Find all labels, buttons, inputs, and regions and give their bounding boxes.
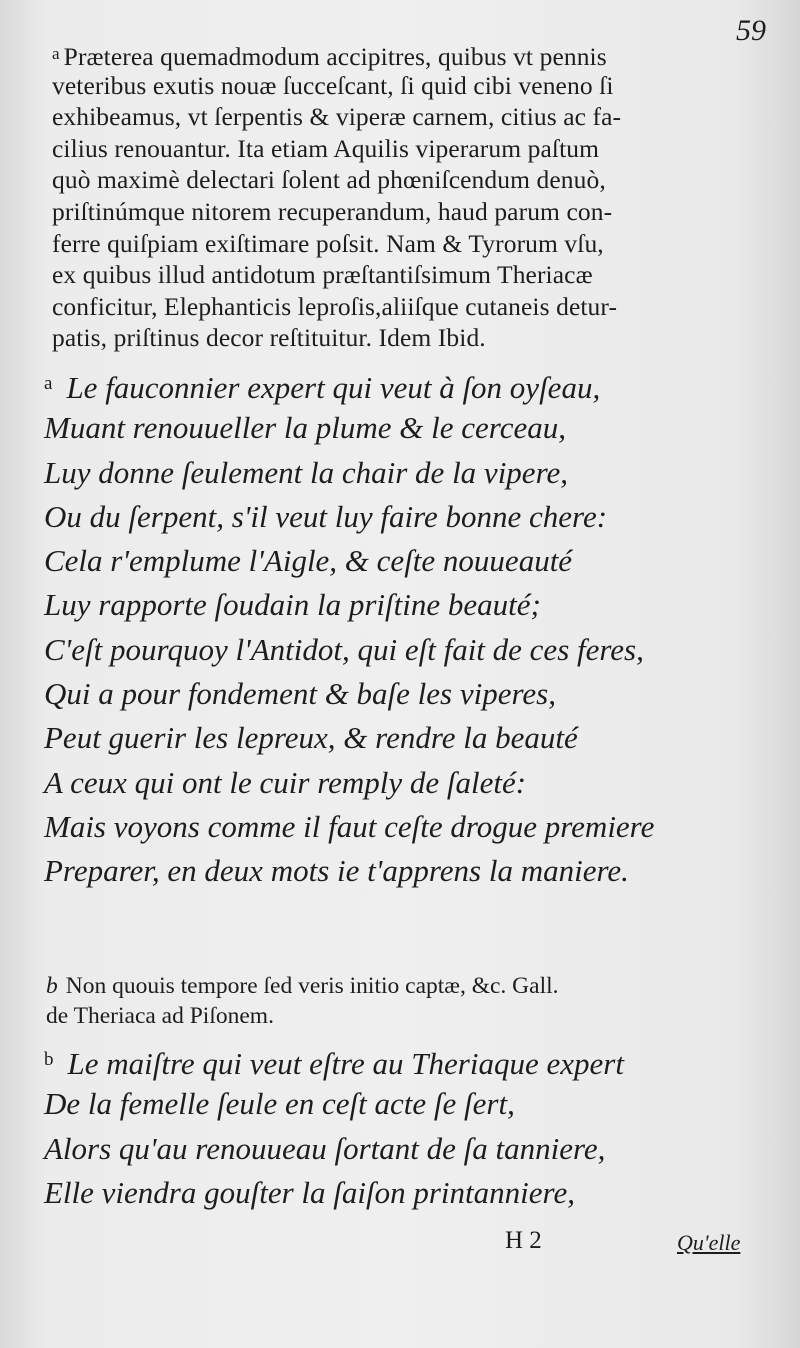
prose-line: priſtinúmque nitorem recuperandum, haud parum con- bbox=[52, 196, 613, 226]
prose-line: ferre quiſpiam exiſtimare poſsit. Nam & Tyrorum vſu, bbox=[52, 228, 604, 258]
french-verse-block-a bbox=[44, 362, 780, 894]
verse-line: Mais voyons comme il faut ceſte drogue premiere bbox=[44, 808, 655, 844]
note-reference-marker: a bbox=[52, 44, 60, 63]
prose-line: quò maximè delectari ſolent ad phœniſcendum denuò, bbox=[52, 165, 606, 195]
verse-line: Cela r'emplume l'Aigle, & ceſte nouueauté bbox=[44, 543, 573, 579]
latin-note-block bbox=[46, 971, 770, 1031]
page-footer bbox=[0, 1221, 800, 1261]
verse-line: $^b$ Le maiſtre qui veut eſtre au Theriaque expert bbox=[44, 1046, 624, 1081]
page-number: 59 bbox=[736, 14, 766, 47]
prose-line: ex quibus illud antidotum præſtantiſsimum Theriacæ bbox=[52, 260, 593, 290]
note-marker: b bbox=[46, 973, 58, 999]
prose-line: $^a$ Præterea quemadmodum accipitres, quibus vt pennis bbox=[52, 42, 607, 71]
prose-line: cilius renouantur. Ita etiam Aquilis viperarum paſtum bbox=[52, 133, 600, 163]
verse-marker: a bbox=[44, 373, 53, 394]
verse-line: Luy donne ſeulement la chair de la vipere, bbox=[44, 454, 568, 490]
prose-line: conficitur, Elephanticis leproſis,aliiſque cutaneis detur- bbox=[52, 291, 618, 321]
prose-line: patis, priſtinus decor reſtituitur. Idem Ibid. bbox=[52, 323, 486, 353]
catchword: Qu'elle bbox=[677, 1230, 741, 1255]
verse-line: $^a$ Le fauconnier expert qui veut à ſon oyſeau, bbox=[44, 370, 601, 405]
verse-line: Peut guerir les lepreux, & rendre la beauté bbox=[44, 720, 578, 756]
signature-mark: H 2 bbox=[505, 1227, 542, 1254]
note-line: b Non quouis tempore ſed veris initio captæ, &c. Gall. bbox=[46, 973, 559, 999]
verse-line: Ou du ſerpent, s'il veut luy faire bonne chere: bbox=[44, 498, 608, 534]
latin-prose-block bbox=[52, 38, 774, 354]
verse-line: De la femelle ſeule en ceſt acte ſe ſert, bbox=[44, 1086, 515, 1122]
verse-line: Preparer, en deux mots ie t'apprens la maniere. bbox=[44, 853, 629, 889]
prose-line: exhibeamus, vt ſerpentis & viperæ carnem, citius ac fa- bbox=[52, 102, 622, 132]
verse-line: Elle viendra gouſter la ſaiſon printanniere, bbox=[44, 1174, 575, 1210]
verse-line: Muant renouueller la plume & le cerceau, bbox=[44, 410, 566, 446]
verse-line: C'eſt pourquoy l'Antidot, qui eſt fait de ces feres, bbox=[44, 631, 644, 667]
verse-line: A ceux qui ont le cuir remply de ſaleté: bbox=[44, 764, 527, 800]
note-line: de Theriaca ad Piſonem. bbox=[46, 1003, 274, 1029]
verse-line: Alors qu'au renouueau ſortant de ſa tanniere, bbox=[44, 1130, 606, 1166]
verse-marker: b bbox=[44, 1049, 54, 1070]
verse-line: Luy rapporte ſoudain la priſtine beauté; bbox=[44, 587, 541, 623]
prose-line: veteribus exutis nouæ ſucceſcant, ſi quid cibi veneno ſi bbox=[52, 70, 614, 100]
verse-line: Qui a pour fondement & baſe les viperes, bbox=[44, 676, 556, 712]
french-verse-block-b bbox=[44, 1038, 780, 1215]
